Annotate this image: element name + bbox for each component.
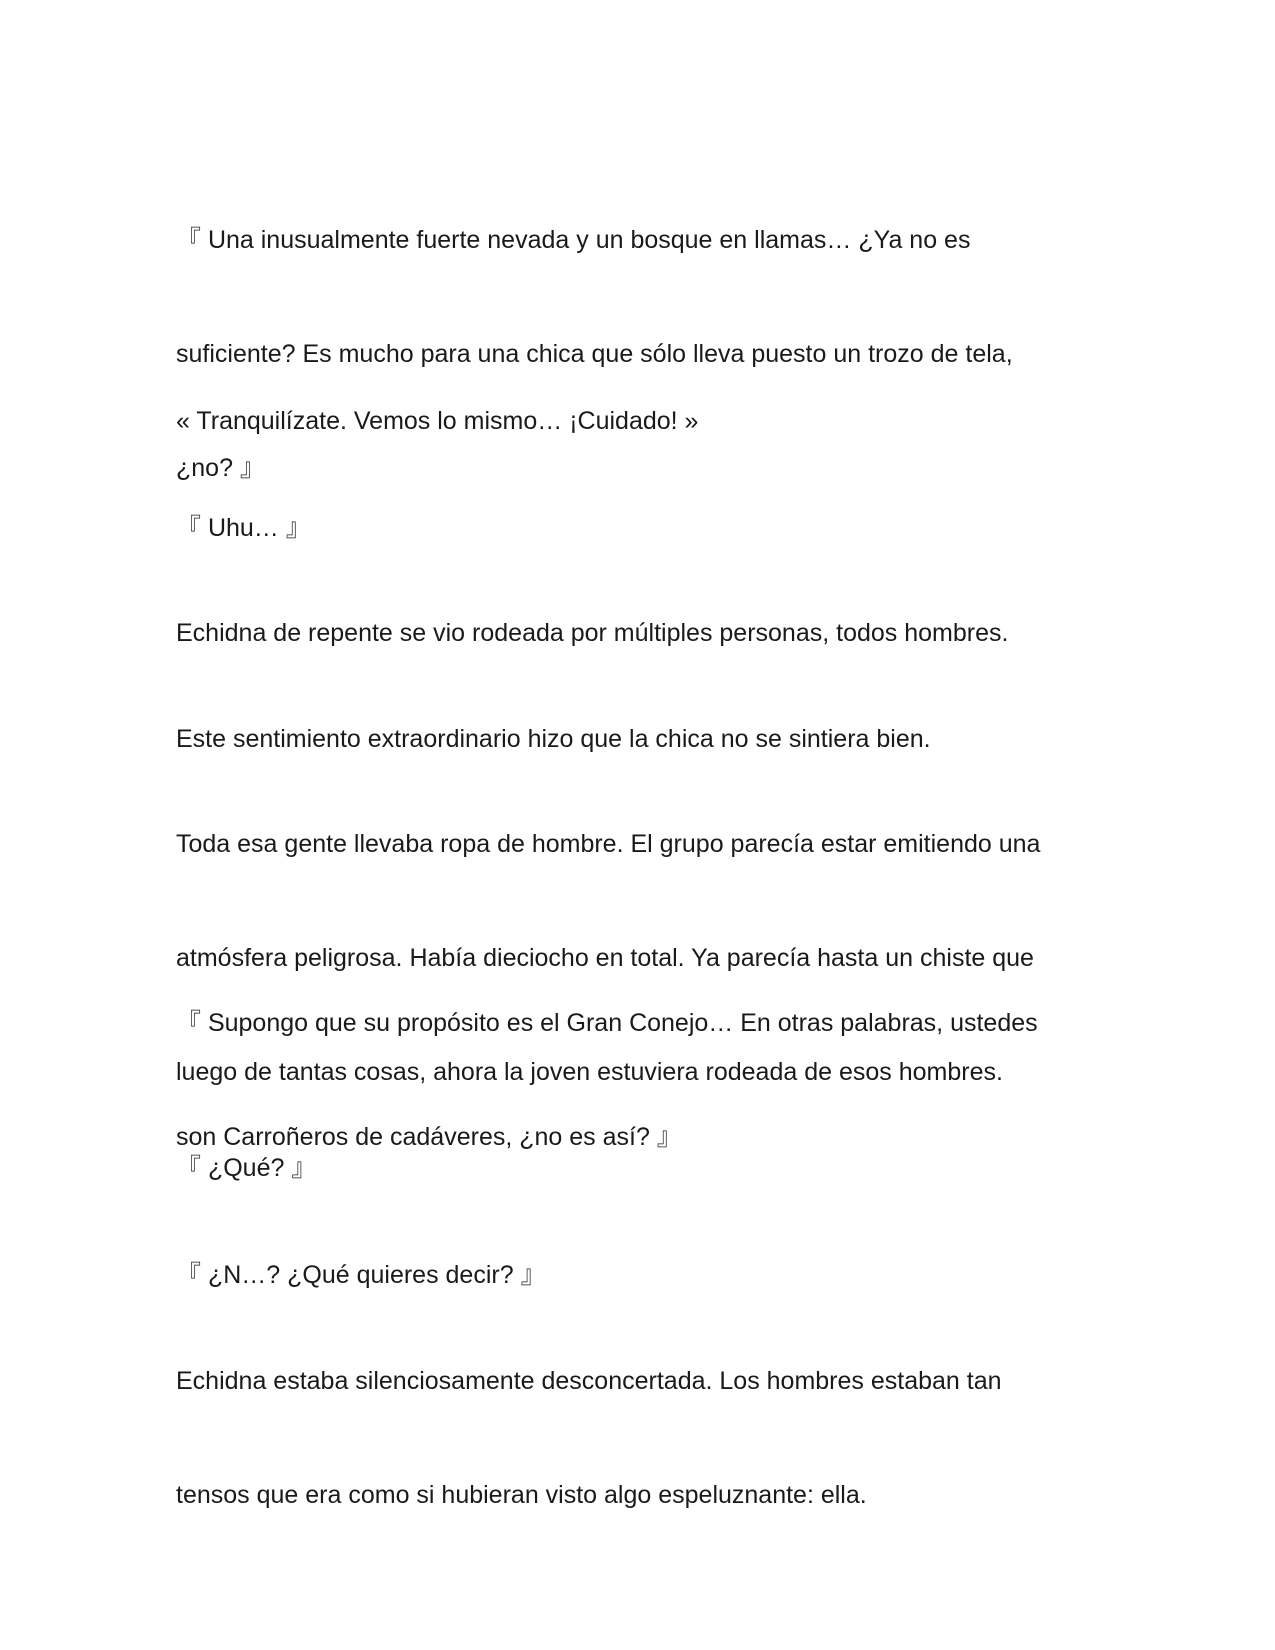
text-line: luego de tantas cosas, ahora la joven estuviera rodeada de esos hombres.	[176, 1058, 1003, 1086]
text-line: Este sentimiento extraordinario hizo que la chica no se sintiera bien.	[176, 725, 931, 753]
text-line: Toda esa gente llevaba ropa de hombre. El grupo parecía estar emitiendo una	[176, 830, 1041, 858]
text-line: 『 Uhu… 』	[176, 514, 311, 542]
text-line: « Tranquilízate. Vemos lo mismo… ¡Cuidado! »	[176, 407, 699, 435]
text-line: 『 Supongo que su propósito es el Gran Conejo… En otras palabras, ustedes	[176, 1009, 1038, 1037]
text-line: suficiente? Es mucho para una chica que sólo lleva puesto un trozo de tela,	[176, 340, 1013, 368]
text-line: ¿no? 』	[176, 454, 265, 482]
text-line: atmósfera peligrosa. Había dieciocho en total. Ya parecía hasta un chiste que	[176, 944, 1034, 972]
paragraph-narration-disconcerted	[176, 1286, 1106, 1590]
text-line: 『 ¿Qué? 』	[176, 1154, 317, 1182]
text-line: Echidna de repente se vio rodeada por múltiples personas, todos hombres.	[176, 619, 1009, 647]
text-line: tensos que era como si hubieran visto algo espeluznante: ella.	[176, 1481, 867, 1509]
text-line: 『 ¿N…? ¿Qué quieres decir? 』	[176, 1261, 546, 1289]
text-line: son Carroñeros de cadáveres, ¿no es así? 』	[176, 1123, 682, 1151]
text-line: 『 Una inusualmente fuerte nevada y un bosque en llamas… ¿Ya no es	[176, 226, 971, 254]
text-line: Echidna estaba silenciosamente desconcertada. Los hombres estaban tan	[176, 1367, 1002, 1395]
